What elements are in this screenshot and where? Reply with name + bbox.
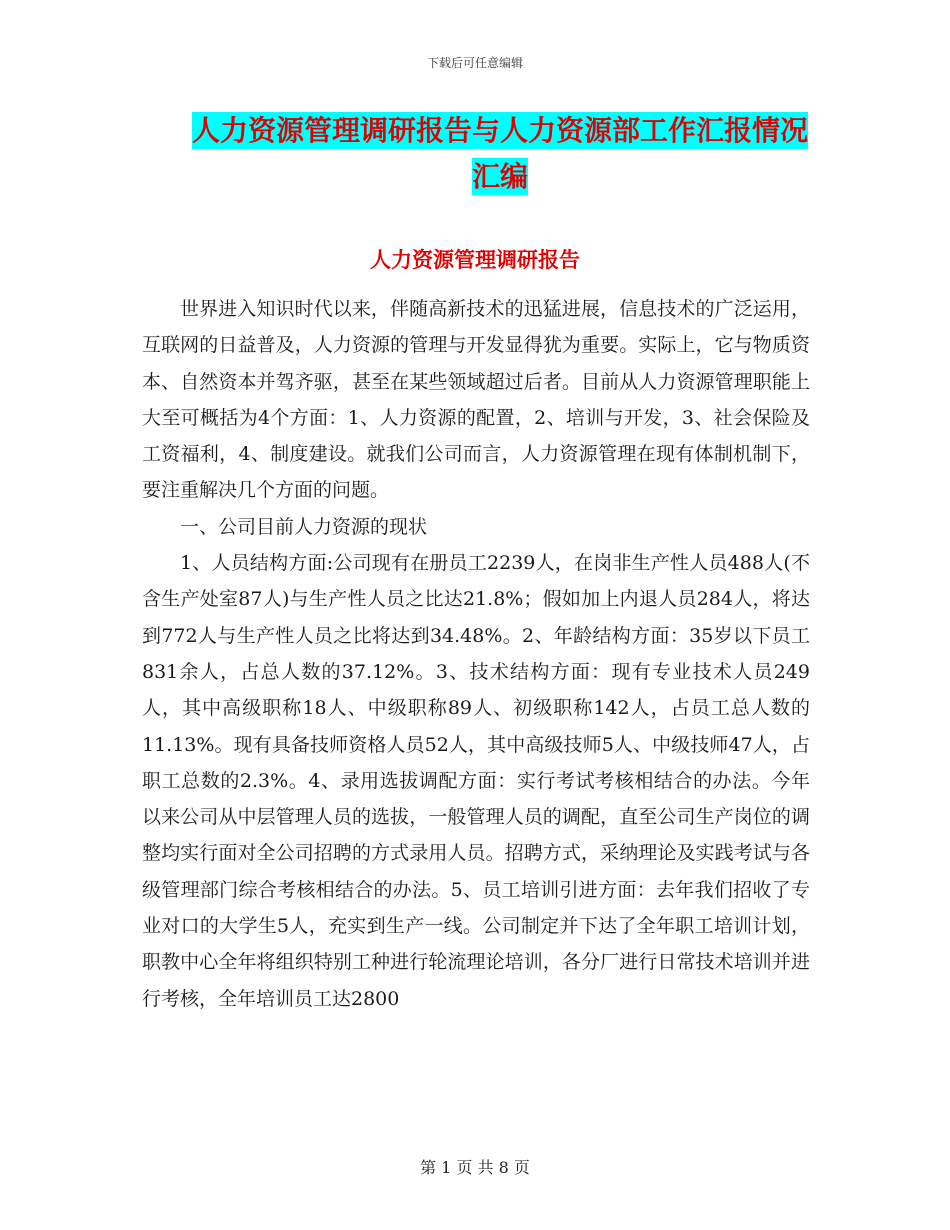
document-body xyxy=(142,291,810,1017)
page-footer: 第 1 页 共 8 页 xyxy=(420,1158,530,1177)
section-title: 人力资源管理调研报告 xyxy=(370,248,580,272)
document-title-text: 人力资源管理调研报告与人力资源部工作汇报情况汇编 xyxy=(191,114,808,193)
paragraph-intro: 世界进入知识时代以来，伴随高新技术的迅猛进展，信息技术的广泛运用，互联网的日益普及，人力资源的管理与开发显得犹为重要。实际上，它与物质资本、自然资本并驾齐驱，甚至在某些领域超过后者。目前从人力资源管理职能上大至可概括为4个方面：1、人力资源的配置，2、培训与开发，3、社会保险及工资福利，4、制度建设。就我们公司而言，人力资源管理在现有体制机制下，要注重解决几个方面的问题。 xyxy=(142,298,810,502)
document-title xyxy=(190,108,810,200)
paragraph-details: 1、人员结构方面:公司现有在册员工2239人，在岗非生产性人员488人(不含生产处室87人)与生产性人员之比达21.8%；假如加上内退人员284人，将达到772人与生产性人员之比将达到34.48%。2、年龄结构方面：35岁以下员工831余人，占总人数的37.12%。3、技术结构方面：现有专业技术人员249人，其中高级职称18人、中级职称89人、初级职称142人，占员工总人数的11.13%。现有具备技师资格人员52人，其中高级技师5人、中级技师47人，占职工总数的2.3%。4、录用选拔调配方面：实行考试考核相结合的办法。今年以来公司从中层管理人员的选拔，一般管理人员的调配，直至公司生产岗位的调整均实行面对全公司招聘的方式录用人员。招聘方式，采纳理论及实践考试与各级管理部门综合考核相结合的办法。5、员工培训引进方面：去年我们招收了专业对口的大学生5人，充实到生产一线。公司制定并下达了全年职工培训计划，职教中心全年将组织特别工种进行轮流理论培训，各分厂进行日常技术培训并进行考核，全年培训员工达2800 xyxy=(142,552,810,1010)
paragraph-heading-status: 一、公司目前人力资源的现状 xyxy=(180,515,428,538)
header-note: 下载后可任意编辑 xyxy=(426,56,523,70)
